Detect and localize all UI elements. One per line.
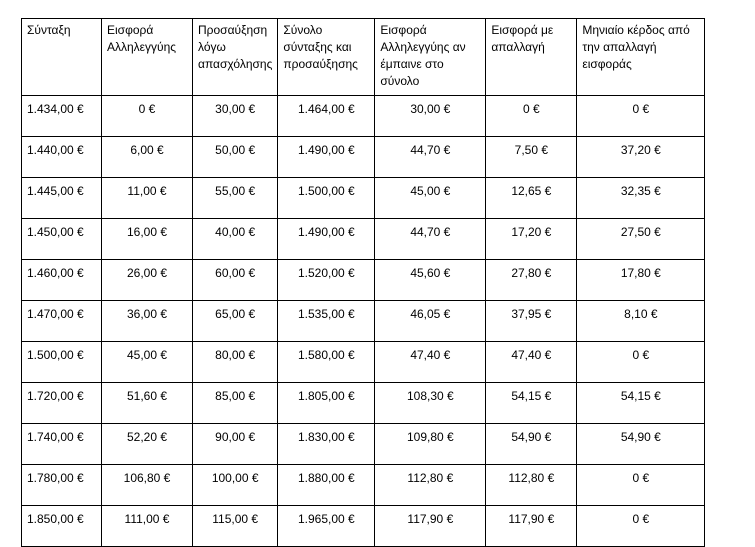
table-cell: 12,65 € [486,178,577,219]
table-cell: 1.445,00 € [22,178,102,219]
table-cell: 112,80 € [375,465,486,506]
table-cell: 90,00 € [193,424,278,465]
table-cell: 44,70 € [375,219,486,260]
table-cell: 1.490,00 € [278,137,375,178]
table-cell: 1.520,00 € [278,260,375,301]
table-cell: 109,80 € [375,424,486,465]
table-cell: 108,30 € [375,383,486,424]
table-cell: 52,20 € [102,424,193,465]
table-cell: 27,50 € [577,219,705,260]
table-body [22,96,705,547]
header-cell-total-pension-increase: Σύνολο σύνταξης και προσαύξησης [278,19,375,96]
table-cell: 1.535,00 € [278,301,375,342]
table-cell: 115,00 € [193,506,278,547]
table-cell: 1.464,00 € [278,96,375,137]
table-cell: 60,00 € [193,260,278,301]
table-cell: 1.780,00 € [22,465,102,506]
table-cell: 85,00 € [193,383,278,424]
table-cell: 30,00 € [193,96,278,137]
table-cell: 111,00 € [102,506,193,547]
table-cell: 1.850,00 € [22,506,102,547]
table-cell: 44,70 € [375,137,486,178]
table-row [22,506,705,547]
table-cell: 80,00 € [193,342,278,383]
header-cell-pension: Σύνταξη [22,19,102,96]
table-cell: 1.440,00 € [22,137,102,178]
table-cell: 0 € [577,465,705,506]
table-cell: 0 € [577,96,705,137]
table-cell: 0 € [577,342,705,383]
table-cell: 40,00 € [193,219,278,260]
table-row [22,301,705,342]
table-cell: 1.434,00 € [22,96,102,137]
header-cell-employment-increase: Προσαύξηση λόγω απασχόλησης [193,19,278,96]
table-cell: 55,00 € [193,178,278,219]
table-header [22,19,705,96]
table-cell: 1.450,00 € [22,219,102,260]
table-row [22,342,705,383]
table-cell: 36,00 € [102,301,193,342]
header-row [22,19,705,96]
table-cell: 1.470,00 € [22,301,102,342]
table-row [22,465,705,506]
table-cell: 45,00 € [375,178,486,219]
header-cell-contribution-on-total: Εισφορά Αλληλεγγύης αν έμπαινε στο σύνολο [375,19,486,96]
table-cell: 1.740,00 € [22,424,102,465]
table-cell: 54,15 € [486,383,577,424]
pension-table [21,18,705,547]
table-row [22,219,705,260]
table-cell: 0 € [486,96,577,137]
table-cell: 54,15 € [577,383,705,424]
table-cell: 1.720,00 € [22,383,102,424]
table-row [22,383,705,424]
table-cell: 117,90 € [375,506,486,547]
table-cell: 1.880,00 € [278,465,375,506]
table-cell: 117,90 € [486,506,577,547]
header-cell-monthly-gain: Μηνιαίο κέρδος από την απαλλαγή εισφοράς [577,19,705,96]
table-cell: 17,20 € [486,219,577,260]
table-cell: 32,35 € [577,178,705,219]
table-cell: 45,00 € [102,342,193,383]
table-row [22,424,705,465]
table-row [22,260,705,301]
table-cell: 0 € [577,506,705,547]
table-cell: 30,00 € [375,96,486,137]
table-cell: 0 € [102,96,193,137]
table-cell: 47,40 € [375,342,486,383]
table-row [22,96,705,137]
table-cell: 17,80 € [577,260,705,301]
table-cell: 1.500,00 € [278,178,375,219]
table-cell: 8,10 € [577,301,705,342]
table-cell: 1.965,00 € [278,506,375,547]
header-cell-contribution-with-exemption: Εισφορά με απαλλαγή [486,19,577,96]
table-cell: 27,80 € [486,260,577,301]
table-cell: 106,80 € [102,465,193,506]
table-cell: 100,00 € [193,465,278,506]
table-cell: 65,00 € [193,301,278,342]
table-cell: 7,50 € [486,137,577,178]
header-cell-solidarity-contribution: Εισφορά Αλληλεγγύης [102,19,193,96]
table-row [22,178,705,219]
table-cell: 47,40 € [486,342,577,383]
table-cell: 37,95 € [486,301,577,342]
table-cell: 112,80 € [486,465,577,506]
table-cell: 1.500,00 € [22,342,102,383]
table-cell: 1.830,00 € [278,424,375,465]
table-cell: 26,00 € [102,260,193,301]
table-row [22,137,705,178]
table-cell: 11,00 € [102,178,193,219]
table-cell: 45,60 € [375,260,486,301]
table-cell: 46,05 € [375,301,486,342]
table-cell: 1.805,00 € [278,383,375,424]
table-cell: 54,90 € [577,424,705,465]
table-cell: 1.460,00 € [22,260,102,301]
table-cell: 51,60 € [102,383,193,424]
table-cell: 50,00 € [193,137,278,178]
table-cell: 54,90 € [486,424,577,465]
table-cell: 16,00 € [102,219,193,260]
table-cell: 1.580,00 € [278,342,375,383]
table-cell: 37,20 € [577,137,705,178]
table-cell: 1.490,00 € [278,219,375,260]
table-cell: 6,00 € [102,137,193,178]
